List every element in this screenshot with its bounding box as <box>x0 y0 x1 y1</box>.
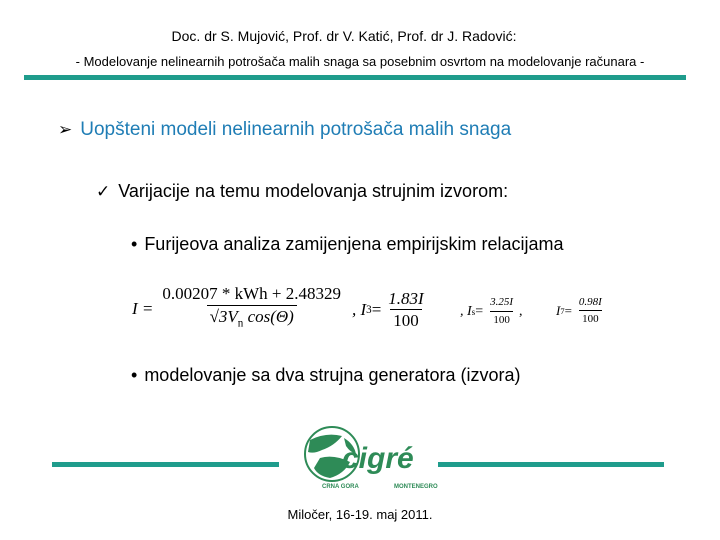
formula-equals: = <box>564 302 572 318</box>
logo-country-english: MONTENEGRO <box>394 484 438 490</box>
bullet-text: modelovanje sa dva strujna generatora (izvora) <box>144 365 521 385</box>
dot-bullet-icon: • <box>131 365 138 385</box>
formula-fraction <box>576 294 605 327</box>
bullet-text: Furijeova analiza zamijenjena empirijskim relacijama <box>144 234 564 254</box>
header-subtitle: - Modelovanje nelinearnih potrošača malih snaga sa posebnim osvrtom na modelovanje računara - <box>75 54 645 69</box>
logo-brand: cigré <box>342 442 414 475</box>
footer-divider-left <box>52 462 279 467</box>
formula-lhs: I = <box>132 298 154 318</box>
formula-denominator: 100 <box>490 311 513 329</box>
formula-lhs: , I <box>460 303 472 319</box>
formula-numerator: 0.00207 * kWh + 2.48329 <box>162 284 342 303</box>
bullet-empirical-relations <box>131 234 563 255</box>
formula-subscript: 3 <box>366 303 372 316</box>
formula-numerator: 1.83I <box>388 289 424 308</box>
arrow-bullet-icon: ➢ <box>58 120 73 139</box>
subheading-bullet <box>96 181 508 202</box>
dot-bullet-icon: • <box>131 234 138 254</box>
formula-separator: , <box>519 303 523 319</box>
checkmark-icon: ✓ <box>96 181 111 201</box>
formula-fraction <box>385 288 426 331</box>
formula-is <box>460 294 523 329</box>
formula-equals: = <box>371 299 382 319</box>
formula-equals: = <box>475 303 484 319</box>
formula-subscript: s <box>471 306 476 317</box>
formula-i7 <box>556 294 605 327</box>
formula-denominator: 100 <box>579 310 602 327</box>
formula-fraction <box>487 294 516 329</box>
formula-i3 <box>352 288 427 331</box>
subheading-text: Varijacije na temu modelovanja strujnim izvorom: <box>118 181 509 201</box>
formula-denominator: $√3V_n$ cos(Θ) <box>207 305 297 334</box>
formula-current-i <box>132 283 344 334</box>
formula-subscript: 7 <box>560 305 565 316</box>
heading-text: Uopšteni modeli nelinearnih potrošača malih snaga <box>80 119 512 140</box>
formula-numerator: 0.98I <box>578 296 602 308</box>
heading-bullet <box>58 119 511 141</box>
formula-lhs: I <box>556 302 561 318</box>
logo-country-local: CRNA GORA <box>322 484 359 490</box>
formula-numerator: 3.25I <box>490 296 514 308</box>
formula-fraction <box>159 283 344 334</box>
footer-location-date: Miločer, 16-19. maj 2011. <box>287 507 433 522</box>
header-authors: Doc. dr S. Mujović, Prof. dr V. Katić, Prof. dr J. Radović: <box>171 28 517 44</box>
bullet-two-generators <box>131 365 521 386</box>
footer-divider-right <box>438 462 664 467</box>
cigre-logo <box>300 424 440 496</box>
formula-lhs: , I <box>352 299 367 319</box>
cigre-globe-icon <box>300 424 440 496</box>
formula-denominator: 100 <box>390 309 422 331</box>
header-divider <box>24 75 686 80</box>
